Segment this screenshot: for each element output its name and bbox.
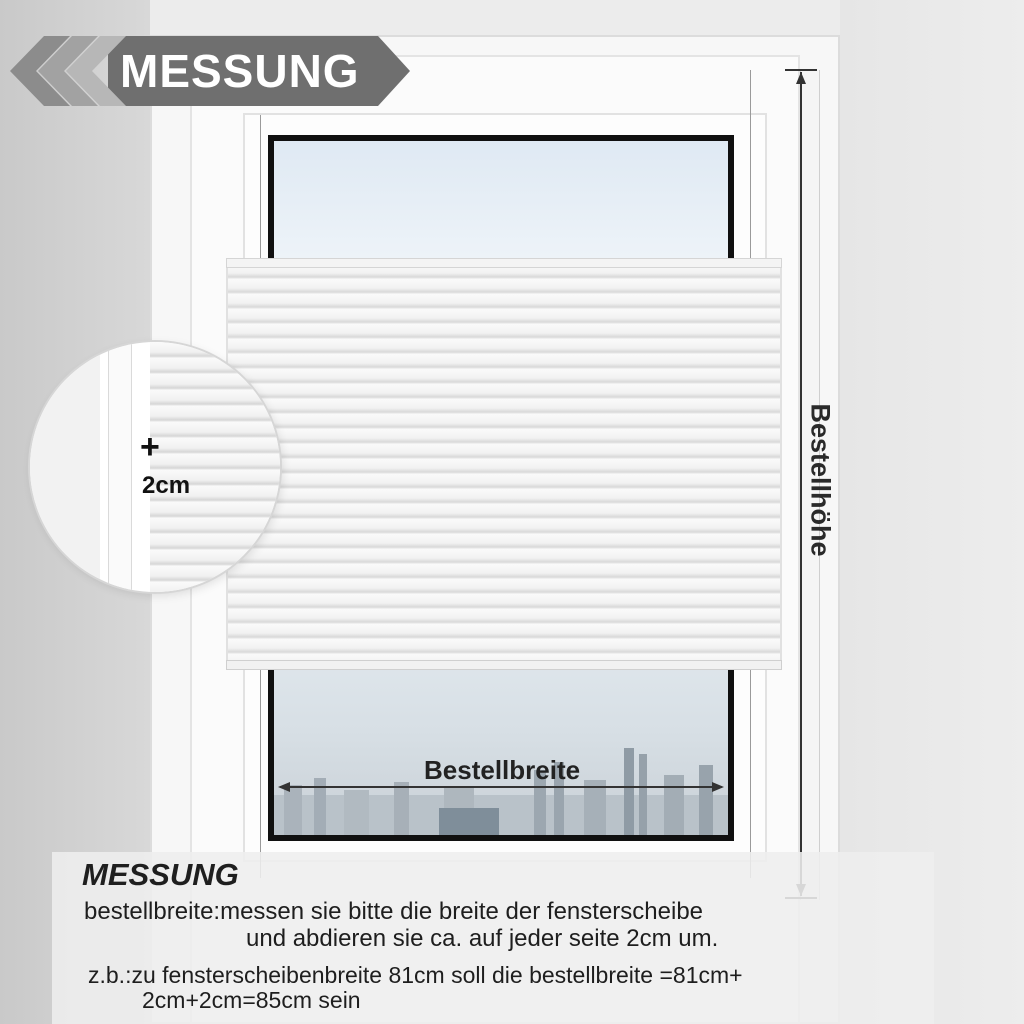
callout-value: 2cm (142, 472, 191, 499)
callout-pleats (150, 342, 280, 592)
info-text-line-1: bestellbreite:messen sie bitte die breite der fensterscheibe (84, 898, 704, 925)
badge-title: MESSUNG (120, 45, 360, 97)
info-text-line-2: und abdieren sie ca. auf jeder seite 2cm um. (246, 925, 719, 952)
detail-callout (30, 342, 280, 592)
info-title: MESSUNG (82, 857, 239, 892)
info-text-line-4: 2cm+2cm=85cm sein (142, 987, 361, 1013)
width-label: Bestellbreite (424, 755, 581, 785)
callout-wall (30, 342, 100, 592)
callout-frame (108, 342, 132, 592)
info-text-line-3: z.b.:zu fensterscheibenbreite 81cm soll die bestellbreite =81cm+ (88, 962, 743, 988)
height-label: Bestellhöhe (805, 403, 836, 557)
plus-icon: + (140, 428, 160, 466)
